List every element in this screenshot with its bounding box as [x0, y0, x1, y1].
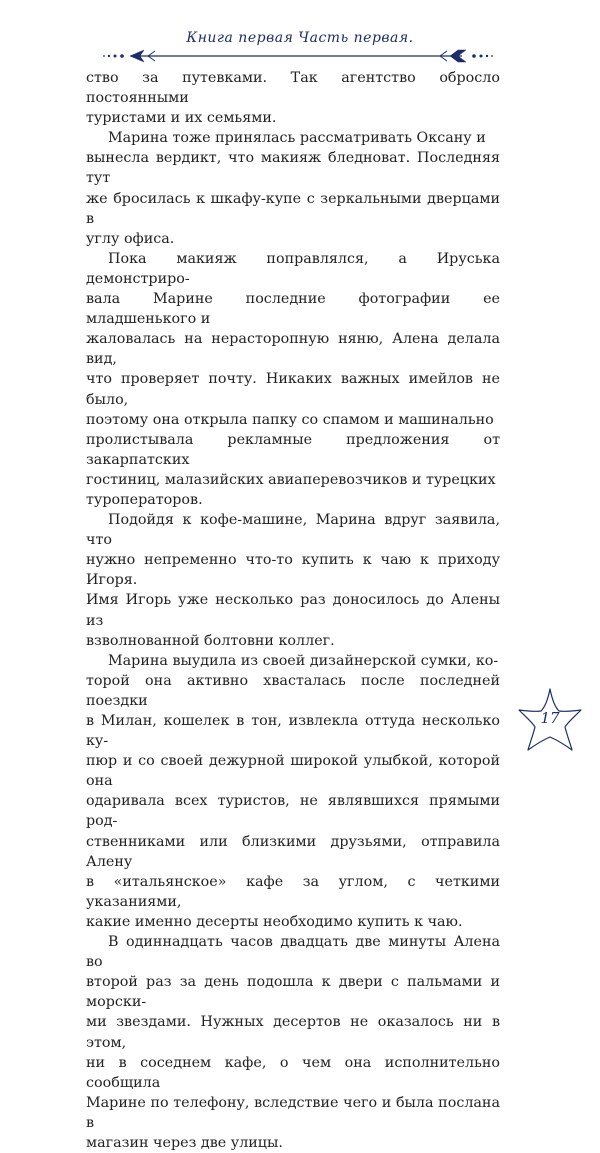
text-line: пюр и со своей дежурной широкой улыбкой, которой она: [86, 753, 500, 790]
paragraph: [86, 249, 500, 510]
text-line: ство за путевками. Так агентство обросло постоянными: [86, 70, 500, 107]
text-line: жаловалась на нерасторопную няню, Алена делала вид,: [86, 331, 500, 368]
text-line: в Милан, кошелек в тон, извлекла оттуда несколько ку-: [86, 713, 500, 750]
paragraph: [86, 68, 500, 128]
header-ornament-icon: [100, 46, 500, 66]
text-line: же бросилась к шкафу-купе с зеркальными дверцами в: [86, 190, 500, 227]
paragraph: [86, 932, 500, 1153]
text-line: нужно непременно что-то купить к чаю к приходу Игоря.: [86, 552, 500, 589]
text-line: Марина тоже принялась рассматривать Оксану и: [108, 130, 486, 147]
text-line: углу офиса.: [86, 230, 175, 247]
page-number-badge: [515, 685, 585, 753]
text-line: Пока макияж поправлялся, а Ируська демонстриро-: [86, 250, 500, 287]
body-text: [86, 68, 500, 1153]
text-line: магазин через две улицы.: [86, 1134, 283, 1151]
text-line: ни в соседнем кафе, о чем она исполнительно сообщила: [86, 1054, 500, 1091]
paragraph: [86, 128, 500, 249]
text-line: Имя Игорь уже несколько раз доносилось до Алены из: [86, 592, 500, 629]
paragraph: [86, 510, 500, 651]
text-line: что проверяет почту. Никаких важных имейлов не было,: [86, 371, 500, 408]
text-line: поэтому она открыла папку со спамом и машинально: [86, 411, 494, 428]
page-number: 17: [540, 709, 560, 727]
text-line: в «итальянское» кафе за углом, с четкими указаниями,: [86, 873, 500, 910]
text-line: туристами и их семьями.: [86, 110, 277, 127]
text-line: взволнованной болтовни коллег.: [86, 632, 335, 649]
text-line: ми звездами. Нужных десертов не оказалось ни в этом,: [86, 1014, 500, 1051]
text-line: туроператоров.: [86, 491, 203, 508]
text-line: Подойдя к кофе-машине, Марина вдруг заявила, что: [86, 512, 500, 549]
paragraph: [86, 651, 500, 932]
text-line: торой она активно хвасталась после последней поездки: [86, 672, 500, 709]
text-line: ственниками или близкими друзьями, отправила Алену: [86, 833, 500, 870]
text-line: вала Марине последние фотографии ее младшенького и: [86, 291, 500, 328]
text-line: пролистывала рекламные предложения от закарпатских: [86, 431, 500, 468]
text-line: В одиннадцать часов двадцать две минуты Алена во: [86, 934, 500, 971]
page-header: [0, 0, 600, 70]
running-header-title: Книга первая Часть первая.: [186, 30, 414, 46]
text-line: Марина выудила из своей дизайнерской сумки, ко-: [108, 652, 499, 669]
text-line: какие именно десерты необходимо купить к чаю.: [86, 913, 463, 930]
text-line: второй раз за день подошла к двери с пальмами и морски-: [86, 974, 500, 1011]
text-line: вынесла вердикт, что макияж бледноват. Последняя тут: [86, 150, 500, 187]
text-line: Марине по телефону, вследствие чего и была послана в: [86, 1094, 500, 1131]
text-line: одаривала всех туристов, не являвшихся прямыми род-: [86, 793, 500, 830]
text-line: гостиниц, малазийских авиаперевозчиков и турецких: [86, 471, 496, 488]
